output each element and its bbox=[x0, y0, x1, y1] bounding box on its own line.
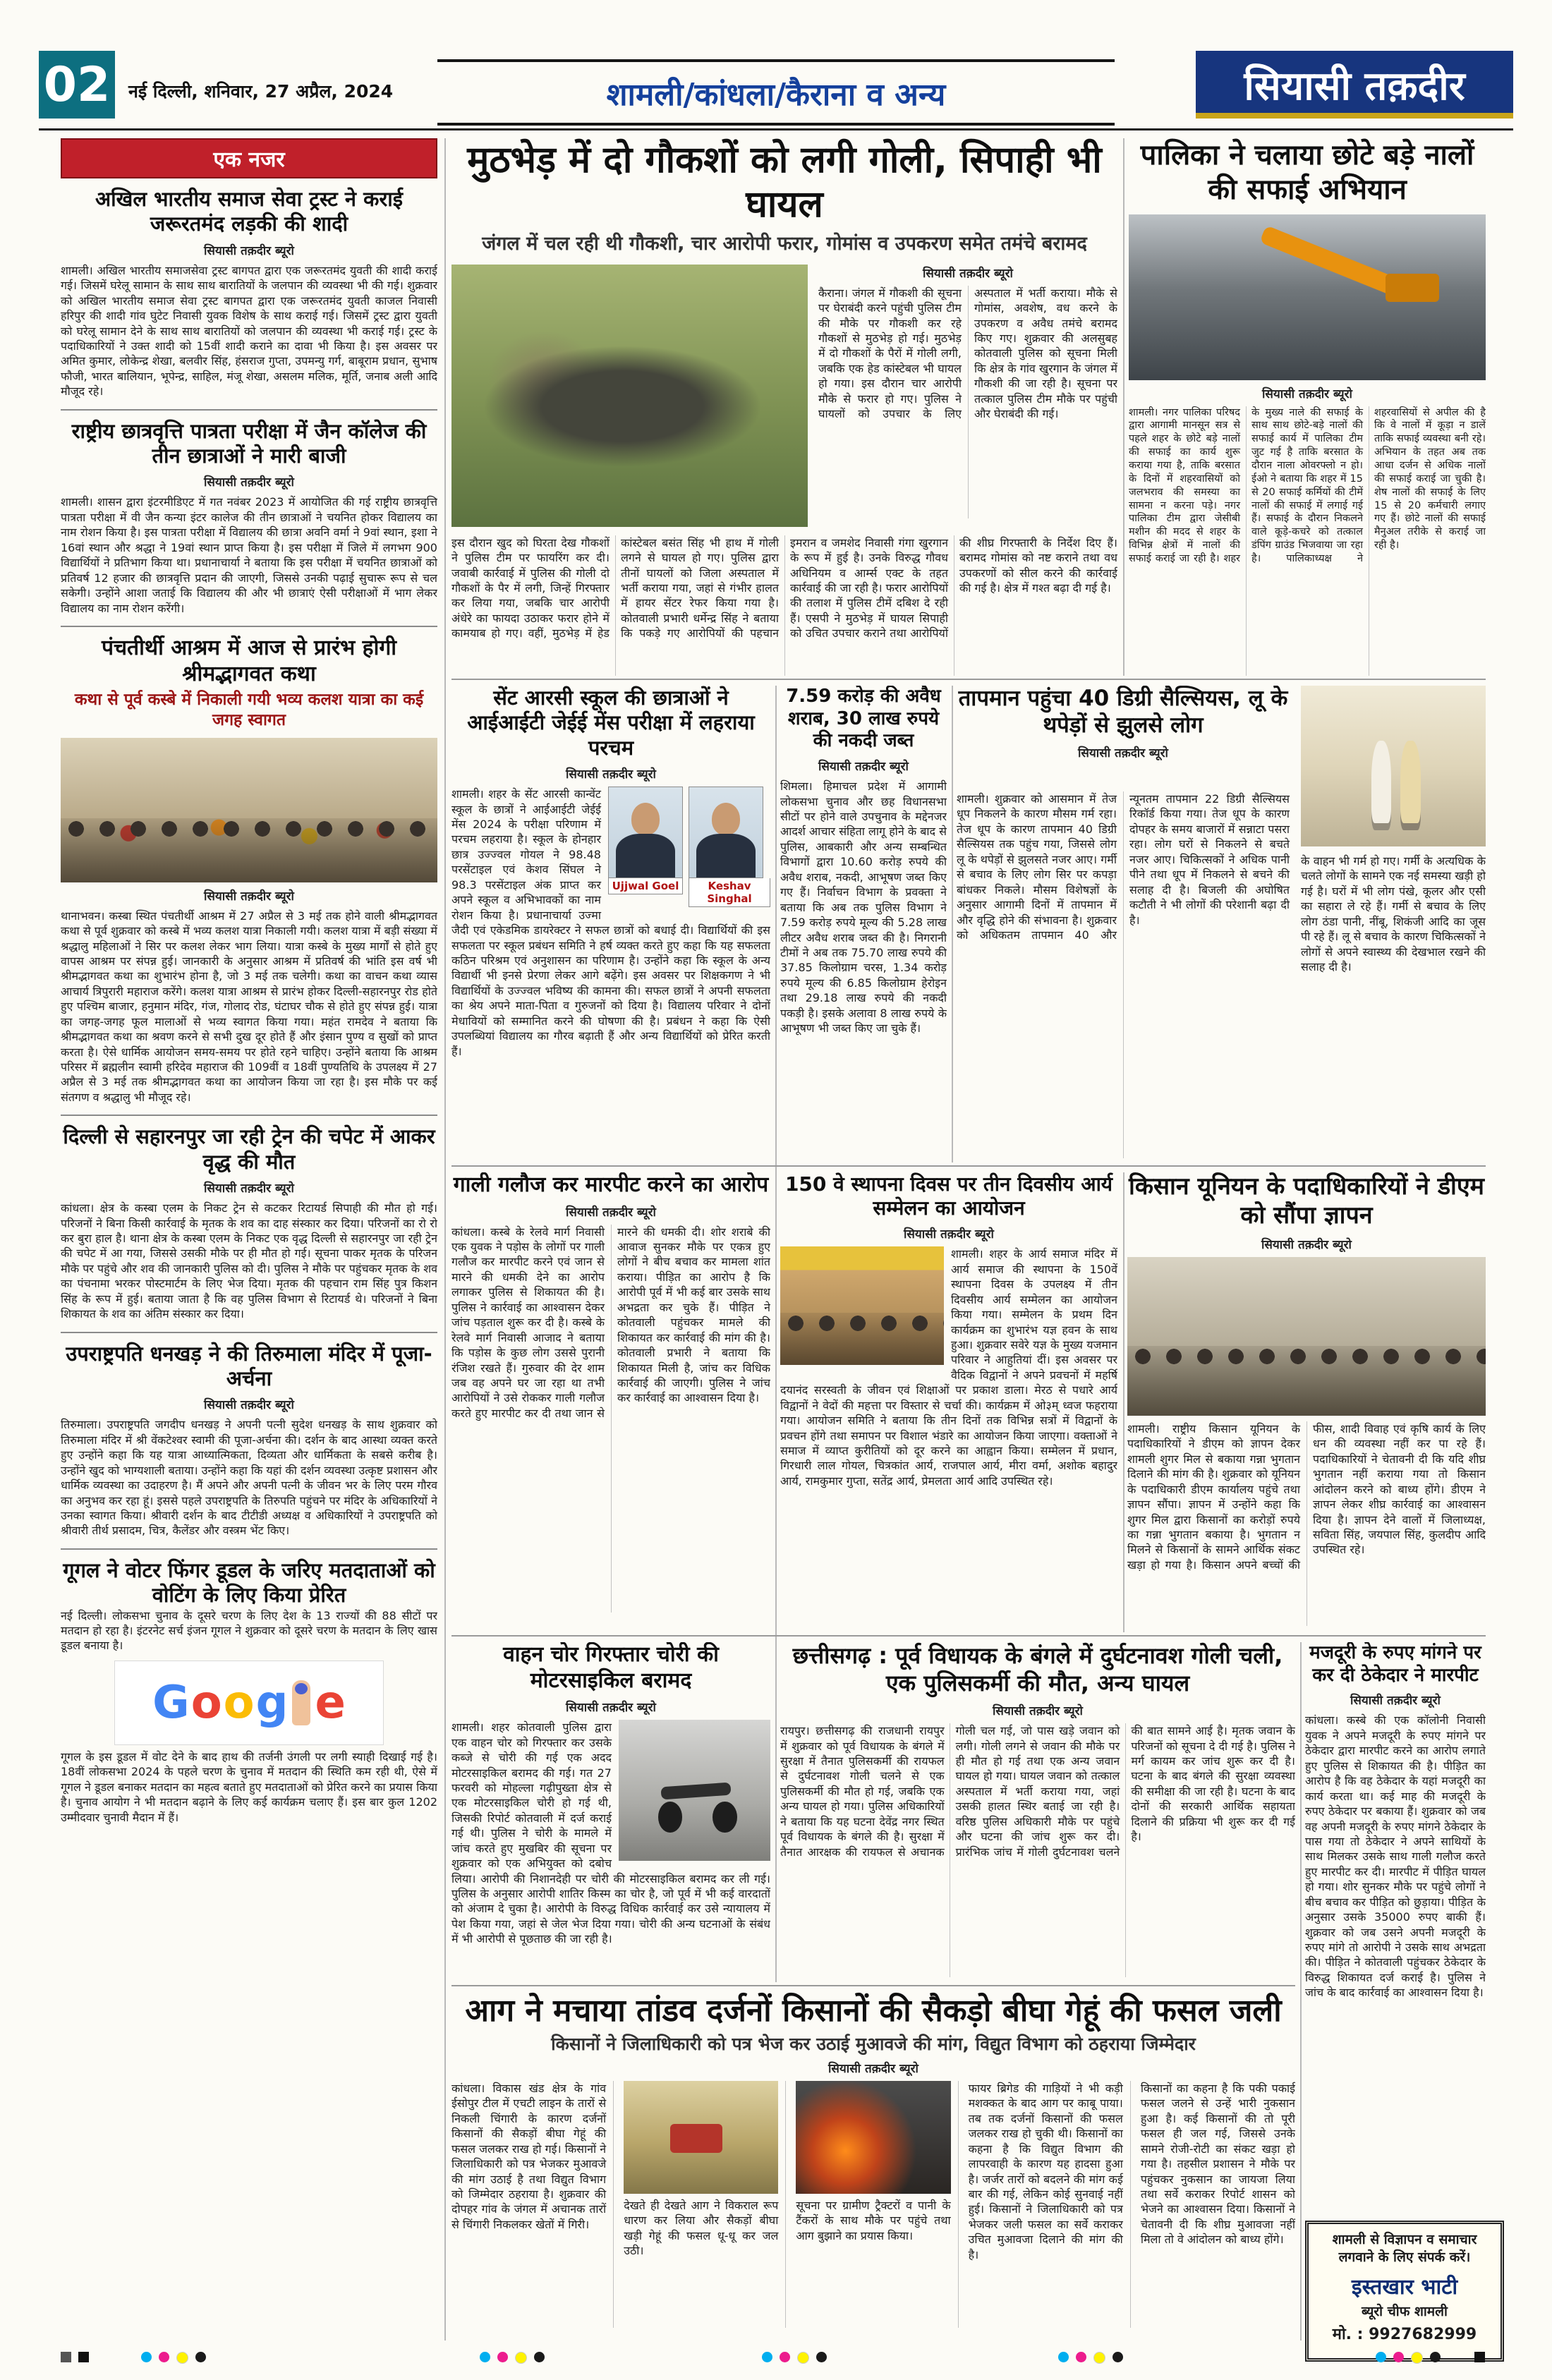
ad-phone-number: मो. : 9927682999 bbox=[1332, 2326, 1477, 2344]
headline: आग ने मचाया तांडव दर्जनों किसानों की सैकड़ो बीघा गेहूं की फसल जली bbox=[465, 1993, 1282, 2029]
article-ashram-katha bbox=[61, 627, 437, 1116]
article-body: कांधला। कस्बे के रेलवे मार्ग निवासी एक युवक ने पड़ोस के लोगों पर गाली गलौज कर मारपीट करने एवं जान से मारने की धमकी देने का आरोप लगाकर पुलिस से शिकायत की है। पुलिस ने कार्रवाई का आश्वासन देकर जांच पड़ताल शुरू कर दी है। कस्बे के रेलवे मार्ग निवासी आजाद ने बताया कि पड़ोस के कुछ लोग उससे पुरानी रंजिश रखते हैं। गुरुवार की देर शाम जब वह अपने घर जा रहा था तभी आरोपियों ने उसे रोककर गाली गलौज करते हुए मारपीट कर दी तथा जान से मारने की धमकी दी। शोर शराबे की आवाज सुनकर मौके पर एकत्र हुए लोगों ने बीच बचाव कर मामला शांत कराया। पीड़ित का आरोप है कि आरोपी पूर्व में भी कई बार उसके साथ अभद्रता कर चुके हैं। पीड़ित ने कोतवाली पहुंचकर मामले की शिकायत कर कार्रवाई की मांग की है। कोतवाली प्रभारी ने बताया कि शिकायत मिली है, जांच कर विधिक कार्रवाई की जाएगी। पुलिस ने जांच कर कार्रवाई का आश्वासन दिया है। bbox=[451, 1225, 770, 1420]
article-google-doodle bbox=[61, 1550, 437, 1835]
edition-dateline: नई दिल्ली, शनिवार, 27 अप्रैल, 2024 bbox=[128, 81, 394, 102]
byline: सियासी तक़दीर ब्यूरो bbox=[904, 1227, 994, 1242]
doodle-letter: G bbox=[152, 1676, 190, 1729]
fire-col-photo2 bbox=[796, 2081, 958, 2328]
portrait-head bbox=[631, 803, 660, 835]
registration-squares-right bbox=[1474, 2352, 1485, 2362]
advertisement-contact-box bbox=[1305, 2221, 1504, 2362]
registration-dot-magenta bbox=[1393, 2352, 1404, 2362]
headline: राष्ट्रीय छात्रवृत्ति पात्रता परीक्षा में जैन कॉलेज की तीन छात्राओं ने मारी बाजी bbox=[71, 418, 427, 468]
article-body-side: कैराना। जंगल में गौकशी की सूचना पर घेराबंदी करने पहुंची पुलिस टीम की मौके पर गौकशी कर रहे गौकशों से मुठभेड़ हो गई। मुठभेड़ में दो गौकशों के पैरों में गोली लगी, जबकि एक हेड कांस्टेबल भी घायल हो गया। इस दौरान चार आरोपी मौके से फरार हो गए। पुलिस ने घायलों को उपचार के लिए अस्पताल में भर्ती कराया। मौके से गोमांस, अवशेष, वध करने के उपकरण व अवैध तमंचे बरामद किए गए। शुक्रवार की अलसुबह कोतवाली पुलिस को सूचना मिली कि क्षेत्र के गांव खुरगान के जंगल में गौकशी की जा रही है। सूचना पर तत्काल पुलिस टीम मौके पर पहुंची और घेराबंदी की गई। bbox=[818, 286, 1117, 421]
portrait-head bbox=[712, 803, 740, 835]
headline: पंचतीर्थी आश्रम में आज से प्रारंभ होगी श्रीमद्भागवत कथा bbox=[101, 635, 397, 686]
registration-dot-yellow bbox=[797, 2352, 809, 2364]
photo-recovered-motorcycle bbox=[619, 1720, 770, 1861]
article-body: कांधला। कस्बे की एक कॉलोनी निवासी युवक ने अपने मजदूरी के रुपए मांगने पर ठेकेदार द्वारा मारपीट करने का आरोप लगाते हुए पुलिस से शिकायत की है। पीड़ित का आरोप है कि वह ठेकेदार के यहां मजदूरी का कार्य करता था। कई माह की मजदूरी के रुपए ठेकेदार पर बकाया हैं। शुक्रवार को जब वह अपनी मजदूरी के रुपए मांगने ठेकेदार के पास गया तो ठेकेदार ने अपने साथियों के साथ मिलकर उसके साथ गाली गलौज करते हुए मारपीट कर दी। मारपीट में पीड़ित घायल हो गया। शोर सुनकर मौके पर पहुंचे लोगों ने बीच बचाव कर पीड़ित को छुड़ाया। पीड़ित के अनुसार उसके 35000 रुपए बाकी हैं। शुक्रवार को जब उसने अपनी मजदूरी के रुपए मांगे तो आरोपी ने उसके साथ अभद्रता की। पीड़ित ने कोतवाली पहुंचकर ठेकेदार के विरुद्ध शिकायत दर्ज कराई है। पुलिस ने जांच के बाद कार्रवाई का आश्वासन दिया है। bbox=[1305, 1713, 1486, 2000]
ad-contact-role: ब्यूरो चीफ शामली bbox=[1362, 2304, 1448, 2320]
column-rule bbox=[952, 686, 953, 1162]
article-kisan-union bbox=[1127, 1172, 1486, 1632]
student-photo-block bbox=[608, 787, 683, 907]
article-body-col: फायर ब्रिगेड की गाड़ियों ने भी कड़ी मशक्कत के बाद आग पर काबू पाया। तब तक दर्जनों किसानों की फसल जलकर राख हो चुकी थी। किसानों का कहना है कि विद्युत विभाग की लापरवाही के कारण यह हादसा हुआ है। जर्जर तारों को बदलने की मांग कई बार की गई, लेकिन कोई सुनवाई नहीं हुई। किसानों ने जिलाधिकारी को पत्र भेजकर जली फसल का सर्वे कराकर उचित मुआवजा दिलाने की मांग की है। bbox=[969, 2081, 1131, 2328]
tractor-shape bbox=[670, 2124, 723, 2154]
registration-dots bbox=[1376, 2352, 1441, 2364]
registration-dot-yellow bbox=[1411, 2352, 1423, 2364]
article-body-below: इस दौरान खुद को घिरता देख गौकशों ने पुलिस टीम पर फायरिंग कर दी। जवाबी कार्रवाई में पुलिस की गोली दो गौकशों के पैर में लगी, जिन्हें गिरफ्तार कर लिया गया, जबकि चार आरोपी अंधेरे का फायदा उठाकर फरार होने में कामयाब हो गए। वहीं, मुठभेड़ में हेड कांस्टेबल बसंत सिंह भी हाथ में गोली लगने से घायल हो गए। पुलिस द्वारा तीनों घायलों को जिला अस्पताल में भर्ती कराया गया, जहां से गंभीर हालत में हायर सेंटर रेफर किया गया है। कोतवाली प्रभारी धर्मेन्द्र सिंह ने बताया कि पकड़े गए आरोपियों की पहचान इमरान व जमशेद निवासी गंगा खुरगान के रूप में हुई है। उनके विरुद्ध गौवध अधिनियम व आर्म्स एक्ट के तहत कार्रवाई की जा रही है। फरार आरोपियों की तलाश में पुलिस टीमें दबिश दे रही हैं। एसपी ने मुठभेड़ में घायल सिपाही को उचित उपचार कराने तथा आरोपियों की शीघ्र गिरफ्तारी के निर्देश दिए हैं। बरामद गोमांस को नष्ट कराने तथा वध उपकरणों को सील करने की कार्रवाई की गई है। क्षेत्र में गश्त बढ़ा दी गई है। bbox=[451, 535, 1117, 640]
article-drain-cleaning bbox=[1129, 138, 1486, 676]
byline: सियासी तक़दीर ब्यूरो bbox=[993, 1704, 1083, 1719]
registration-dot-yellow bbox=[1093, 2352, 1105, 2364]
byline: सियासी तक़दीर ब्यूरो bbox=[204, 889, 294, 904]
registration-dot-cyan bbox=[762, 2352, 772, 2362]
byline: सियासी तक़दीर ब्यूरो bbox=[828, 2061, 919, 2076]
portrait-torso bbox=[616, 834, 675, 878]
ad-line: शामली से विज्ञापन व समाचार लगवाने के लिए संपर्क करें। bbox=[1332, 2232, 1477, 2265]
article-abuse-complaint bbox=[451, 1172, 770, 1632]
registration-dots bbox=[762, 2352, 827, 2364]
article-arya-sammelan bbox=[780, 1172, 1117, 1632]
byline: सियासी तक़दीर ब्यूरो bbox=[204, 1182, 294, 1196]
doodle-letter: o bbox=[223, 1676, 255, 1729]
article-encounter bbox=[451, 138, 1117, 676]
registration-dot-cyan bbox=[480, 2352, 490, 2362]
column-rule bbox=[775, 686, 777, 1982]
byline: सियासी तक़दीर ब्यूरो bbox=[566, 767, 656, 782]
motorcycle-wheel bbox=[658, 1802, 682, 1833]
registration-dot-magenta bbox=[1076, 2352, 1086, 2362]
portrait-torso bbox=[696, 834, 756, 878]
byline: सियासी तक़दीर ब्यूरो bbox=[923, 266, 1013, 281]
byline: सियासी तक़दीर ब्यूरो bbox=[204, 1398, 294, 1413]
headline: पालिका ने चलाया छोटे बड़े नालों की सफाई अभियान bbox=[1140, 139, 1474, 206]
registration-square bbox=[1474, 2352, 1485, 2362]
headline: छत्तीसगढ़ : पूर्व विधायक के बंगले में दुर्घटनावश गोली चली, एक पुलिसकर्मी की मौत, अन्य घायल bbox=[792, 1642, 1283, 1697]
headline: मुठभेड़ में दो गौकशों को लगी गोली, सिपाही भी घायल bbox=[467, 139, 1102, 226]
heat-head-block bbox=[957, 686, 1290, 760]
subheadline: जंगल में चल रही थी गौकशी, चार आरोपी फरार, गोमांस व उपकरण समेत तमंचे बरामद bbox=[482, 232, 1087, 255]
byline: सियासी तक़दीर ब्यूरो bbox=[1350, 1694, 1441, 1708]
page-number: 02 bbox=[39, 51, 115, 119]
registration-dot-black bbox=[1430, 2352, 1441, 2362]
registration-dot-black bbox=[1113, 2352, 1123, 2362]
article-body: शामली। शहर के सेंट आरसी कान्वेंट स्कूल के छात्रों ने आईआईटी जेईई मेंस 2024 के परीक्षा परिणाम में परचम लहराया है। स्कूल के होनहार छात्र उज्ज्वल गोयल ने 98.48 परसेंटाइल एवं केशव सिंघल ने 98.3 परसेंटाइल अंक प्राप्त कर अपने स्कूल व अभिभावकों का नाम रोशन किया है। प्रधानाचार्या उज्मा जैदी एवं एकेडमिक डायरेक्टर ने सफल छात्रों को बधाई दी। विद्यार्थियों की इस सफलता पर स्कूल प्रबंधन समिति ने हर्ष व्यक्त करते हुए कहा कि यह सफलता कठिन परिश्रम एवं अनुशासन का परिणाम है। उन्होंने कहा कि स्कूल के अन्य विद्यार्थी भी इनसे प्रेरणा लेकर आगे बढ़ेंगे। इस अवसर पर शिक्षकगण ने भी विद्यार्थियों के उज्ज्वल भविष्य की कामना की। सफल छात्रों ने अपनी सफलता का श्रेय अपने माता-पिता व गुरुजनों को दिया है। विद्यालय परिवार ने दोनों मेधावियों को सम्मानित करने की घोषणा की है। प्रबंधन ने कहा कि ऐसी उपलब्धियां विद्यालय का गौरव बढ़ाती हैं और अन्य विद्यार्थियों को प्रेरित करती हैं। bbox=[451, 787, 770, 1058]
article-heatwave bbox=[957, 686, 1486, 1162]
article-body: शामली। नगर पालिका परिषद द्वारा आगामी मानसून सत्र से पहले शहर के छोटे बड़े नालों की सफाई का कार्य शुरू कराया गया है, ताकि बरसात के दिनों में शहरवासियों को जलभराव की समस्या का सामना न करना पड़े। नगर पालिका टीम द्वारा जेसीबी मशीन की मदद से शहर के विभिन्न क्षेत्रों में नालों की सफाई कराई जा रही है। शहर के मुख्य नाले की सफाई के साथ साथ छोटे-बड़े नालों की सफाई कार्य में पालिका टीम जुट गई है ताकि बरसात के दौरान नाला ओवरफ्लो न हो। ईओ ने बताया कि शहर में 15 से 20 सफाई कर्मियों की टीमें नालों की सफाई में लगाई गई हैं। सफाई के दौरान निकलने वाले कूड़े-कचरे को तत्काल डंपिंग ग्राउंड भिजवाया जा रहा है। पालिकाध्यक्ष ने शहरवासियों से अपील की है कि वे नालों में कूड़ा न डालें ताकि सफाई व्यवस्था बनी रहे। अभियान के तहत अब तक आधा दर्जन से अधिक नालों की सफाई कराई जा चुकी है। शेष नालों की सफाई के लिए 15 से 20 कर्मचारी लगाए गए हैं। छोटे नालों की सफाई मैनुअल तरीके से कराई जा रही है। bbox=[1129, 406, 1486, 564]
motorcycle-wheel bbox=[713, 1802, 736, 1833]
byline: सियासी तक़दीर ब्यूरो bbox=[1262, 387, 1352, 401]
article-body-left: शामली। शुक्रवार को आसमान में तेज धूप निकलने के कारण मौसम गर्म रहा। तेज धूप के कारण तापमान 40 डिग्री सैल्सियस तक पहुंच गया, जिससे लोग लू के थपेड़ों से झुलसते नजर आए। गर्मी से बचाव के लिए लोग सिर पर कपड़ा बांधकर निकले। मौसम विशेषज्ञों के अनुसार आगामी दिनों में तापमान में और वृद्धि होने की संभावना है। शुक्रवार को अधिकतम तापमान 40 और न्यूनतम तापमान 22 डिग्री सैल्सियस रिकॉर्ड किया गया। तेज धूप के कारण दोपहर के समय बाजारों में सन्नाटा पसरा रहा। लोग घरों से निकलने से बचते नजर आए। चिकित्सकों ने अधिक पानी पीने तथा धूप में निकलने से बचने की सलाह दी है। बिजली की अघोषित कटौती ने भी लोगों की परेशानी बढ़ा दी है। bbox=[957, 792, 1290, 942]
article-body: तिरुमाला। उपराष्ट्रपति जगदीप धनखड़ ने अपनी पत्नी सुदेश धनखड़ के साथ शुक्रवार को तिरुमाला मंदिर में श्री वेंकटेश्वर स्वामी की पूजा-अर्चना की। दर्शन के बाद आस्था व्यक्त करते हुए उन्होंने कहा कि यह यात्रा आध्यात्मिकता, दिव्यता और धार्मिकता के सबसे करीब है। उन्होंने खुद को भाग्यशाली बताया। उन्होंने कहा कि यहां की दर्शन व्यवस्था उत्कृष्ट प्रशासन और धार्मिक व्यवस्था का उदाहरण है। मैं अपने और अपनी पत्नी के जीवन भर के लिए परम गौरव का अनुभव कर रहा हूं। इससे पहले उपराष्ट्रपति के तिरुपति पहुंचने पर मंदिर के अधिकारियों ने उनका स्वागत किया। श्रीवारी दर्शन के बाद टीटीडी अध्यक्ष व अधिकारियों ने उपराष्ट्रपति को श्रीवारी तीर्थ प्रसादम, चित्र, कैलेंडर और वस्त्रम भेंट किए। bbox=[61, 1418, 437, 1538]
header-rule bbox=[39, 128, 1513, 130]
ad-contact-name: इस्तखार भाटी bbox=[1351, 2275, 1458, 2300]
byline: सियासी तक़दीर ब्यूरो bbox=[566, 1701, 656, 1716]
article-body: रायपुर। छत्तीसगढ़ की राजधानी रायपुर में शुक्रवार को पूर्व विधायक के बंगले में सुरक्षा में तैनात पुलिसकर्मी की रायफल से दुर्घटनावश गोली चलने से एक पुलिसकर्मी की मौत हो गई, जबकि एक अन्य घायल हो गया। पुलिस अधिकारियों ने बताया कि यह घटना देवेंद्र नगर स्थित पूर्व विधायक के बंगले की है। सुरक्षा में तैनात आरक्षक की रायफल से अचानक गोली चल गई, जो पास खड़े जवान को लगी। गोली लगने से जवान की मौके पर ही मौत हो गई तथा एक अन्य जवान घायल हो गया। घायल जवान को तत्काल अस्पताल में भर्ती कराया गया, जहां उसकी हालत स्थिर बताई जा रही है। वरिष्ठ पुलिस अधिकारी मौके पर पहुंचे और घटना की जांच शुरू कर दी। प्रारंभिक जांच में गोली दुर्घटनावश चलने की बात सामने आई है। मृतक जवान के परिजनों को सूचना दे दी गई है। पुलिस ने मर्ग कायम कर जांच शुरू कर दी है। घटना के बाद बंगले की सुरक्षा व्यवस्था की समीक्षा की जा रही है। घटना के बाद दोनों की सरकारी आर्थिक सहायता दिलाने की प्रक्रिया भी शुरू कर दी गई है। bbox=[780, 1724, 1295, 1859]
pedestrian-figure bbox=[1400, 741, 1421, 831]
section-rule bbox=[451, 679, 1486, 680]
article-body-col: कांधला। विकास खंड क्षेत्र के गांव ईसोपुर टील में एचटी लाइन के तारों से निकली चिंगारी के कारण दर्जनों किसानों की सैकड़ों बीघा गेहूं की फसल जलकर राख हो गई। किसानों ने जिलाधिकारी को पत्र भेजकर मुआवजे की मांग उठाई है तथा विद्युत विभाग को जिम्मेदार ठहराया है। शुक्रवार की दोपहर गांव के जंगल में अचानक तारों से चिंगारी निकलकर खेतों में गिरी। bbox=[451, 2081, 614, 2328]
registration-dots bbox=[1058, 2352, 1123, 2364]
article-train-death bbox=[61, 1116, 437, 1332]
photo-student-ujjwal bbox=[608, 787, 683, 878]
headline: 7.59 करोड़ की अवैध शराब, 30 लाख रुपये की नकदी जब्त bbox=[786, 686, 941, 752]
registration-square bbox=[78, 2352, 89, 2362]
registration-dot-cyan bbox=[1058, 2352, 1069, 2362]
article-body: शामली। शहर के आर्य समाज मंदिर में आर्य समाज की स्थापना के 150वें स्थापना दिवस के उपलक्ष्य में तीन दिवसीय आर्य सम्मेलन का आयोजन किया गया। सम्मेलन के प्रथम दिन कार्यक्रम का शुभारंभ यज्ञ हवन के साथ हुआ। शुक्रवार सवेरे यज्ञ के मुख्य यजमान परिवार ने आहुतियां दीं। इस अवसर पर वैदिक विद्वानों ने अपने प्रवचनों में महर्षि दयानंद सरस्वती के जीवन एवं शिक्षाओं पर प्रकाश डाला। मेरठ से पधारे आर्य विद्वानों ने वेदों की महत्ता पर विस्तार से चर्चा की। कार्यक्रम में ओ३म् ध्वज फहराया गया। आयोजन समिति ने बताया कि तीन दिनों तक विभिन्न सत्रों में विद्वानों के प्रवचन होंगे तथा समापन पर विशाल भंडारे का आयोजन किया जाएगा। वक्ताओं ने समाज में व्याप्त कुरीतियों को दूर करने का आह्वान किया। सम्मेलन में प्रधान, गिरधारी लाल गोयल, चित्रकांत आर्य, राजपाल आर्य, मीरा वर्मा, अशोक बहादुर आर्य, रामकुमार गुप्ता, सतेंद्र आर्य, प्रेमलता आर्य आदि उपस्थित रहे। bbox=[780, 1247, 1117, 1488]
section-rule bbox=[451, 1165, 1486, 1167]
fire-columns bbox=[451, 2081, 1295, 2328]
article-chhattisgarh-firing bbox=[780, 1642, 1295, 1982]
registration-dot-magenta bbox=[780, 2352, 790, 2362]
column-rule bbox=[444, 138, 446, 2340]
registration-dot-cyan bbox=[141, 2352, 152, 2362]
article-vehicle-thief bbox=[451, 1642, 770, 1982]
left-column bbox=[61, 138, 437, 2343]
headline: उपराष्ट्रपति धनखड़ ने की तिरुमाला मंदिर में पूजा-अर्चना bbox=[66, 1341, 432, 1390]
google-doodle-image bbox=[114, 1660, 384, 1745]
registration-dot-yellow bbox=[515, 2352, 527, 2364]
subheadline: किसानों ने जिलाधिकारी को पत्र भेज कर उठाई मुआवजे की मांग, विद्युत विभाग को ठहराया जिम्मेदार bbox=[551, 2033, 1196, 2054]
headline: 150 वे स्थापना दिवस पर तीन दिवसीय आर्य सम्मेलन का आयोजन bbox=[784, 1172, 1113, 1220]
article-body-col: देखते ही देखते आग ने विकराल रूप धारण कर लिया और सैकड़ों बीघा खड़ी गेहूं की फसल धू-धू कर जल उठी। bbox=[624, 2198, 779, 2258]
photo-drain-jcb bbox=[1129, 214, 1486, 380]
photo-caption: Ujjwal Goel bbox=[608, 878, 683, 894]
encounter-side-text bbox=[818, 265, 1117, 527]
registration-square bbox=[61, 2352, 71, 2362]
column-rule bbox=[1300, 1642, 1302, 2340]
jcb-bucket-shape bbox=[1386, 274, 1439, 302]
registration-dot-magenta bbox=[159, 2352, 169, 2362]
subheadline: कथा से पूर्व कस्बे में निकाली गयी भव्य कलश यात्रा का कई जगह स्वागत bbox=[74, 691, 424, 729]
student-photo-block bbox=[689, 787, 770, 907]
article-body: शामली। अखिल भारतीय समाजसेवा ट्रस्ट बागपत द्वारा एक जरूरतमंद युवती की शादी कराई गई। जिसमें घरेलू सामान के साथ साथ बारातियों के जलपान की व्यवस्था भी की गई। शुक्रवार को अखिल भारतीय समाज सेवा ट्रस्ट बागपत द्वारा एक जरूरतमंद युवती काजल निवासी हरिपुर की शादी गांव घुटेट निवासी युवक विशेष के साथ कराई गई। जिसमें ट्रस्ट द्वारा युवती को घरेलू सामान देने के साथ साथ बारातियों को जलपान की व्यवस्था भी कराई गई। ट्रस्ट के पदाधिकारियों ने उक्त शादी को 15वीं शादी कराने का दावा भी किया है। इस अवसर पर अमित कुमार, लोकेन्द्र शेखा, बलवीर सिंह, हंसराज गुप्ता, उपमन्यु गर्ग, बाबूराम प्रधान, सुभाष फौजी, भारत बालियान, भूपेन्द्र, साहिल, मंजू शेखा, असलम मलिक, मूर्ति, जनाब अली आदि मौजूद रहे। bbox=[61, 263, 437, 399]
masthead: सियासी तक़दीर bbox=[1196, 51, 1513, 119]
column-rule bbox=[1123, 138, 1124, 676]
article-body-top: नई दिल्ली। लोकसभा चुनाव के दूसरे चरण के लिए देश के 13 राज्यों की 88 सीटों पर मतदान हो रहा है। इंटरनेट सर्च इंजन गूगल ने शुक्रवार को दूसरे चरण के मतदान के लिए खास डूडल बनाया है। bbox=[61, 1608, 437, 1653]
article-vp-temple bbox=[61, 1333, 437, 1550]
headline: तापमान पहुंचा 40 डिग्री सैल्सियस, लू के थपेड़ों से झुलसे लोग bbox=[958, 686, 1288, 738]
article-trust-wedding bbox=[61, 178, 437, 411]
registration-squares-left bbox=[61, 2352, 89, 2362]
registration-dots bbox=[141, 2352, 206, 2364]
article-school-jee bbox=[451, 686, 770, 1162]
headline: अखिल भारतीय समाज सेवा ट्रस्ट ने कराई जरूरतमंद लड़की की शादी bbox=[95, 187, 403, 236]
headline: दिल्ली से सहारनपुर जा रही ट्रेन की चपेट में आकर वृद्ध की मौत bbox=[63, 1124, 435, 1174]
inked-finger-icon bbox=[292, 1680, 310, 1725]
photo-memorandum bbox=[1127, 1257, 1486, 1416]
doodle-letter: o bbox=[190, 1676, 222, 1729]
article-body-bottom: गूगल के इस डूडल में वोट देने के बाद हाथ की तर्जनी उंगली पर लगी स्याही दिखाई गई है। 18वीं लोकसभा 2024 के पहले चरण के चुनाव में मतदान की स्थिति कम रही थी, ऐसे में गूगल ने डूडल बनाकर मतदान का महत्व बताते हुए मतदाताओं को प्रेरित करने का प्रयास किया है। चुनाव आयोग ने भी मतदान बढ़ाने के लिए कई कार्यक्रम चलाए हैं। इस बार कुल 1202 उम्मीदवार चुनावी मैदान में हैं। bbox=[61, 1749, 437, 1824]
article-body-col: सूचना पर ग्रामीण ट्रैक्टरों व पानी के टैंकरों के साथ मौके पर पहुंचे तथा आग बुझाने का प्रयास किया। bbox=[796, 2198, 951, 2242]
registration-dots bbox=[480, 2352, 545, 2364]
registration-dot-black bbox=[534, 2352, 545, 2362]
byline: सियासी तक़दीर ब्यूरो bbox=[204, 243, 294, 258]
registration-dot-black bbox=[195, 2352, 206, 2362]
photo-burning-crop bbox=[796, 2081, 950, 2194]
pedestrian-figure bbox=[1371, 741, 1392, 831]
article-body: शामली। शासन द्वारा इंटरमीडिएट में गत नवंबर 2023 में आयोजित की गई राष्ट्रीय छात्रवृत्ति पात्रता परीक्षा में वी जैन कन्या इंटर कालेज की तीन छात्राओं ने चयनित होकर विद्यालय का नाम रोशन किया है। इस पात्रता परीक्षा में विद्यालय की छात्रा अवनि वर्मा ने 9वां स्थान, इशा ने 16वां स्थान और श्रद्धा ने 19वां स्थान प्राप्त किया है। इस परीक्षा में जिले में लगभग 900 विद्यार्थियों ने प्रतिभाग किया था। प्रधानाचार्या ने बताया कि इस परीक्षा में चयनित छात्राओं को प्रतिवर्ष 12 हजार की छात्रवृत्ति प्रदान की जाएगी, जिससे उनकी पढ़ाई सुचारू रूप से चल सकेगी। उन्होंने आशा जताई कि विद्यालय की और भी छात्राएं ऐसी परीक्षाओं में भाग लेकर विद्यालय का नाम रोशन करेंगी। bbox=[61, 495, 437, 615]
photo-student-keshav bbox=[689, 787, 763, 878]
article-crop-fire bbox=[451, 1992, 1295, 2340]
section-title: शामली/कांधला/कैराना व अन्य bbox=[606, 77, 946, 113]
section-banner bbox=[437, 59, 1115, 126]
headline: सेंट आरसी स्कूल की छात्राओं ने आईआईटी जेईई मेंस परीक्षा में लहराया परचम bbox=[467, 686, 755, 760]
article-body: शामली। राष्ट्रीय किसान यूनियन के पदाधिकारियों ने डीएम को ज्ञापन देकर शामली शुगर मिल से बकाया गन्ना भुगतान दिलाने की मांग की है। शुक्रवार को यूनियन के पदाधिकारी डीएम कार्यालय पहुंचे तथा ज्ञापन सौंपा। ज्ञापन में उन्होंने कहा कि शुगर मिल द्वारा किसानों का करोड़ों रुपये का गन्ना भुगतान बकाया है। भुगतान न मिलने से किसानों के सामने आर्थिक संकट खड़ा हो गया है। किसान अपने बच्चों की फीस, शादी विवाह एवं कृषि कार्य के लिए धन की व्यवस्था नहीं कर पा रहे हैं। पदाधिकारियों ने चेतावनी दी कि यदि शीघ्र भुगतान नहीं कराया गया तो किसान आंदोलन करने को बाध्य होंगे। डीएम ने ज्ञापन लेकर शीघ्र कार्रवाई का आश्वासन दिया है। ज्ञापन देने वालों में जिलाध्यक्ष, सविता सिंह, जयपाल सिंह, कुलदीप आदि उपस्थित रहे। bbox=[1127, 1421, 1486, 1572]
fire-col-photo1 bbox=[624, 2081, 786, 2328]
byline: सियासी तक़दीर ब्यूरो bbox=[1078, 746, 1168, 760]
article-wages-beating bbox=[1305, 1642, 1486, 2211]
registration-dot-black bbox=[816, 2352, 827, 2362]
headline: गूगल ने वोटर फिंगर डूडल के जरिए मतदाताओं को वोटिंग के लिए किया प्रेरित bbox=[63, 1558, 435, 1608]
encounter-top-row bbox=[451, 265, 1117, 527]
section-rule bbox=[451, 1985, 1295, 1986]
article-liquor-seized bbox=[780, 686, 947, 1162]
article-scholarship bbox=[61, 411, 437, 627]
headline: किसान यूनियन के पदाधिकारियों ने डीएम को सौंपा ज्ञापन bbox=[1129, 1172, 1484, 1230]
article-body: शामली। शहर कोतवाली पुलिस द्वारा एक वाहन चोर को गिरफ्तार कर उसके कब्जे से चोरी की गई एक अदद मोटरसाइकिल बरामद की गई। गत 27 फरवरी को मोहल्ला गढ़ीपुख्ता क्षेत्र से एक मोटरसाइकिल चोरी हो गई थी, जिसकी रिपोर्ट कोतवाली में दर्ज कराई गई थी। पुलिस ने चोरी के मामले में जांच करते हुए मुखबिर की सूचना पर शुक्रवार को एक अभियुक्त को दबोच लिया। आरोपी की निशानदेही पर चोरी की मोटरसाइकिल बरामद कर ली गई। पुलिस के अनुसार आरोपी शातिर किस्म का चोर है, जो पूर्व में भी कई वारदातों को अंजाम दे चुका है। आरोपी के विरुद्ध विधिक कार्रवाई कर उसे न्यायालय में पेश किया गया, जहां से जेल भेज दिया गया। चोरी की अन्य घटनाओं के संबंध में भी आरोपी से पूछताछ की जा रही है। bbox=[451, 1720, 770, 1946]
student-photos bbox=[608, 787, 770, 907]
registration-dot-magenta bbox=[497, 2352, 508, 2362]
byline: सियासी तक़दीर ब्यूरो bbox=[566, 1205, 656, 1220]
registration-dot-cyan bbox=[1376, 2352, 1386, 2362]
motorcycle-shape bbox=[661, 1783, 732, 1800]
registration-dot-yellow bbox=[176, 2352, 188, 2364]
doodle-letter: e bbox=[315, 1676, 346, 1729]
photo-encounter-scene bbox=[451, 265, 808, 527]
article-body-col: किसानों का कहना है कि पकी पकाई फसल जलने से उन्हें भारी नुकसान हुआ है। कई किसानों की तो पूरी फसल ही जल गई, जिससे उनके सामने रोजी-रोटी का संकट खड़ा हो गया है। तहसील प्रशासन ने मौके पर पहुंचकर नुकसान का जायजा लिया तथा सर्वे कराकर रिपोर्ट शासन को भेजने का आश्वासन दिया। किसानों ने चेतावनी दी कि शीघ्र मुआवजा नहीं मिला तो वे आंदोलन को बाध्य होंगे। bbox=[1140, 2081, 1295, 2247]
column-rule bbox=[1123, 1172, 1124, 1632]
byline: सियासी तक़दीर ब्यूरो bbox=[818, 760, 909, 775]
photo-burnt-field-tractor bbox=[624, 2081, 778, 2194]
ek-najar-label: एक नजर bbox=[61, 138, 437, 178]
photo-arya-event bbox=[780, 1246, 944, 1365]
byline: सियासी तक़दीर ब्यूरो bbox=[1261, 1237, 1352, 1252]
headline: वाहन चोर गिरफ्तार चोरी की मोटरसाइकिल बरामद bbox=[503, 1642, 719, 1693]
headline: गाली गलौज कर मारपीट करने का आरोप bbox=[453, 1172, 769, 1197]
headline: मजदूरी के रुपए मांगने पर कर दी ठेकेदार ने मारपीट bbox=[1309, 1642, 1481, 1686]
article-body: कांधला। क्षेत्र के कस्बा एलम के निकट ट्रेन से कटकर रिटायर्ड सिपाही की मौत हो गई। परिजनों ने बिना किसी कार्रवाई के मृतक के शव का दाह संस्कार कर दिया। परिजनों का रो रो कर बुरा हाल है। थाना क्षेत्र के कस्बा एलम के निकट एक वृद्ध दिल्ली से सहारनपुर जा रही ट्रेन की चपेट में आ गया, जिससे उसकी मौके पर ही मौत हो गई। सूचना पाकर मृतक के परिजन मौके पर पहुंचे और शव की जानकारी पुलिस को दी। पुलिस ने मौके पर पहुंचकर मृतक के शव का पंचनामा भरकर पोस्टमार्टम के लिए भेज दिया। मृतक की पहचान राम सिंह पुत्र किशन सिंह के रूप में हुई। बताया जाता है कि वह पुलिस विभाग से रिटायर्ड थे। परिजनों ने बिना शिकायत के शव का अंतिम संस्कार कर दिया। bbox=[61, 1201, 437, 1321]
article-body: थानाभवन। कस्बा स्थित पंचतीर्थी आश्रम में 27 अप्रैल से 3 मई तक होने वाली श्रीमद्भागवत कथा से पूर्व शुक्रवार को कस्बे में भव्य कलश यात्रा निकाली गयी। कलश यात्रा में बड़ी संख्या में श्रद्धालु महिलाओं ने सिर पर कलश लेकर भाग लिया। यात्रा कस्बे के मुख्य मार्गों से होते हुए वापस आश्रम पर संपन्न हुई। जानकारी के अनुसार आश्रम में प्रतिवर्ष की भांति इस वर्ष भी श्रीमद्भागवत कथा का शुभारंभ होना है, जो 3 मई तक चलेगी। कथा का वाचन कथा व्यास आचार्य त्रिपुरारी महाराज करेंगे। कलश यात्रा आश्रम से प्रारंभ होकर दिल्ली-सहारनपुर रोड होते हुए पश्चिम बाजार, हनुमान मंदिर, गंज, गोलाद रोड, घंटाघर चौक से होते हुए संपन्न हुई। यात्रा का जगह-जगह फूल मालाओं से भव्य स्वागत किया गया। महंत रामदेव ने बताया कि श्रीमद्भागवत कथा का श्रवण करने से सभी दुख दूर होते हैं और इंसान पुण्य व सुखों को प्राप्त करता है। ऐसे धार्मिक आयोजन समय-समय पर होते रहने चाहिए। उन्होंने बताया कि आश्रम परिसर में ब्रह्मलीन स्वामी हरिदेव महाराज की 109वीं व 18वीं पुण्यतिथि के उपलक्ष्य में 27 अप्रैल से 3 मई तक श्रीमद्भागवत कथा का आयोजन किया जा रहा है। इस मौके पर कई संतगण व श्रद्धालु भी मौजूद रहे। bbox=[61, 909, 437, 1104]
article-body: शिमला। हिमाचल प्रदेश में आगामी लोकसभा चुनाव और छह विधानसभा सीटों पर होने वाले उपचुनाव के मद्देनजर आदर्श आचार संहिता लागू होने के बाद से पुलिस, आबकारी और अन्य सम्बन्धित विभागों द्वारा 10.60 करोड़ रुपये की अवैध शराब, नकदी, आभूषण जब्त किए गए हैं। निर्वाचन विभाग के प्रवक्ता ने बताया कि अब तक पुलिस विभाग ने 7.59 करोड़ रुपये मूल्य की 5.28 लाख लीटर अवैध शराब जब्त की है। निगरानी टीमों ने अब तक 75.70 लाख रुपये की 37.85 किलोग्राम चरस, 1.34 करोड़ रुपये मूल्य की 6.85 किलोग्राम हेरोइन तथा 29.18 लाख रुपये की नकदी पकड़ी है। इसके अलावा 8 लाख रुपये के आभूषण भी जब्त किए जा चुके हैं। bbox=[780, 779, 947, 1036]
photo-kalash-yatra bbox=[61, 738, 437, 882]
photo-caption: Keshav Singhal bbox=[689, 878, 770, 907]
section-rule bbox=[451, 1635, 1486, 1637]
doodle-letter: g bbox=[255, 1676, 289, 1729]
byline: सियासी तक़दीर ब्यूरो bbox=[204, 475, 294, 490]
article-body-right: के वाहन भी गर्म हो गए। गर्मी के अत्यधिक के चलते लोगों के सामने एक नई समस्या खड़ी हो गई है। घरों में भी लोग पंखे, कूलर और एसी का सहारा ले रहे हैं। गर्मी से बचाव के लिए लोग ठंडा पानी, नींबू, शिकंजी आदि का जूस पी रहे हैं। लू से बचाव के कारण चिकित्सकों ने लोगों से अपने स्वास्थ्य की देखभाल रखने की सलाह दी है। bbox=[1301, 854, 1486, 974]
photo-heat-walkers bbox=[1301, 686, 1486, 846]
